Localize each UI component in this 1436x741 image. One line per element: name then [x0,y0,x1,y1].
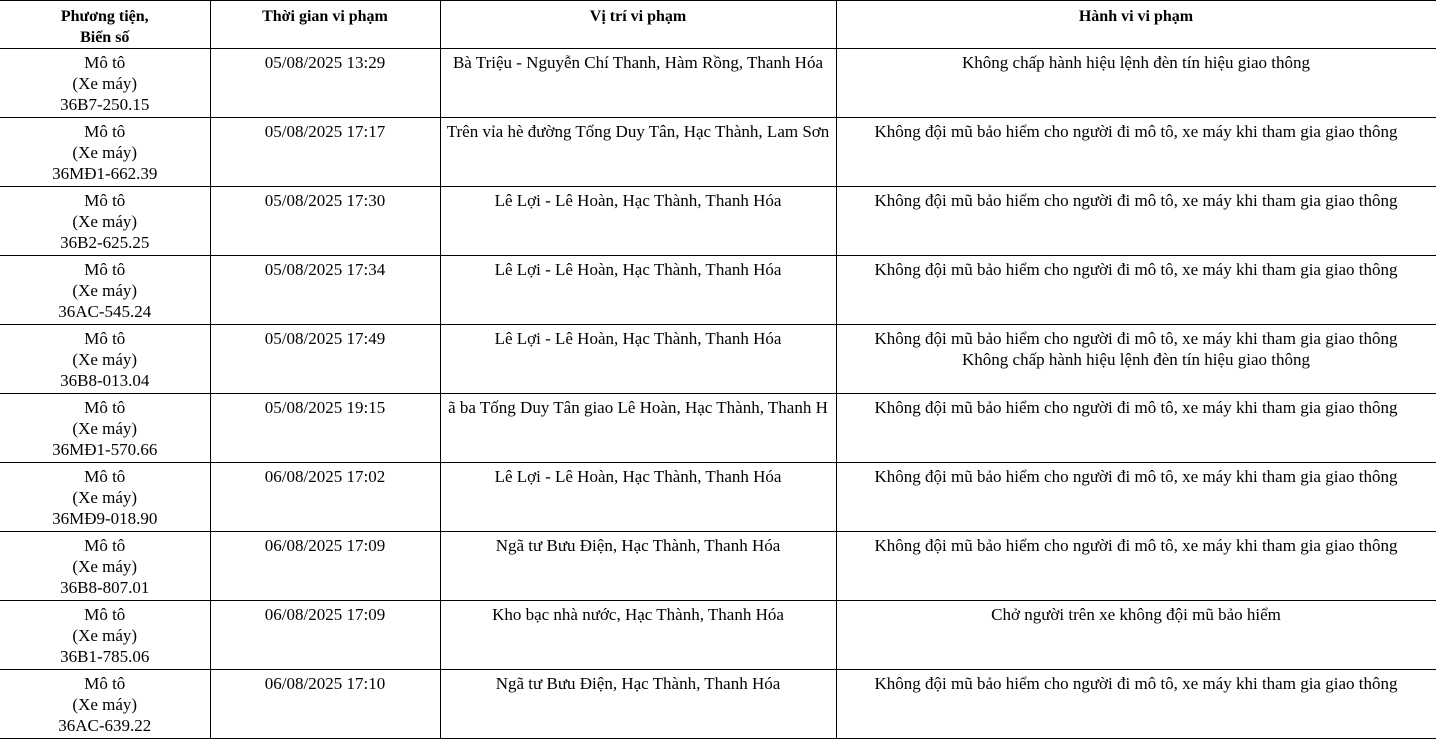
vehicle-type: Mô tô [84,605,126,624]
location-cell [440,670,836,739]
location-cell [440,49,836,118]
location-text: Lê Lợi - Lê Hoàn, Hạc Thành, Thanh Hóa [494,191,782,210]
license-plate: 36B8-013.04 [60,371,150,390]
license-plate: 36MĐ1-570.66 [52,440,158,459]
violation-cell [836,394,1436,463]
violation-cell [836,118,1436,187]
vehicle-type: Mô tô [84,53,126,72]
table-row [0,49,1436,118]
vehicle-subtype: (Xe máy) [72,212,138,231]
vehicle-type: Mô tô [84,536,126,555]
violation-cell [836,256,1436,325]
table-header-row [0,1,1436,49]
license-plate: 36B1-785.06 [60,647,150,666]
time-cell: 05/08/2025 17:34 [210,256,440,325]
violation-text-2: Không chấp hành hiệu lệnh đèn tín hiệu giao thông [962,350,1310,369]
table-row [0,256,1436,325]
time-cell: 05/08/2025 13:29 [210,49,440,118]
location-cell [440,118,836,187]
location-text: Trên vỉa hè đường Tống Duy Tân, Hạc Thành, Lam Sơn [446,122,830,141]
header-violation: Hành vi vi phạm [836,1,1436,49]
vehicle-cell [0,187,210,256]
vehicle-cell [0,532,210,601]
location-cell [440,256,836,325]
violation-text: Không đội mũ bảo hiểm cho người đi mô tô, xe máy khi tham gia giao thông [874,191,1398,210]
violation-cell [836,601,1436,670]
vehicle-cell [0,256,210,325]
vehicle-type: Mô tô [84,467,126,486]
violation-cell [836,325,1436,394]
table-row [0,463,1436,532]
license-plate: 36B7-250.15 [60,95,150,114]
vehicle-subtype: (Xe máy) [72,74,138,93]
location-text: Kho bạc nhà nước, Hạc Thành, Thanh Hóa [492,605,784,624]
time-cell: 05/08/2025 17:30 [210,187,440,256]
location-text: Lê Lợi - Lê Hoàn, Hạc Thành, Thanh Hóa [494,467,782,486]
table-row [0,118,1436,187]
header-vehicle-line1: Phương tiện, [60,8,149,25]
vehicle-cell [0,325,210,394]
violation-cell [836,532,1436,601]
vehicle-type: Mô tô [84,260,126,279]
location-cell [440,187,836,256]
violation-text: Không chấp hành hiệu lệnh đèn tín hiệu giao thông [962,53,1310,72]
time-cell: 05/08/2025 17:17 [210,118,440,187]
violation-text: Không đội mũ bảo hiểm cho người đi mô tô, xe máy khi tham gia giao thông [874,398,1398,417]
location-text: Lê Lợi - Lê Hoàn, Hạc Thành, Thanh Hóa [494,260,782,279]
license-plate: 36B2-625.25 [60,233,150,252]
location-cell [440,463,836,532]
vehicle-subtype: (Xe máy) [72,557,138,576]
time-cell: 06/08/2025 17:09 [210,532,440,601]
time-cell: 05/08/2025 19:15 [210,394,440,463]
vehicle-cell [0,670,210,739]
vehicle-type: Mô tô [84,674,126,693]
violation-text: Không đội mũ bảo hiểm cho người đi mô tô, xe máy khi tham gia giao thông [874,329,1398,348]
violation-text: Không đội mũ bảo hiểm cho người đi mô tô, xe máy khi tham gia giao thông [874,260,1398,279]
violation-text: Chở người trên xe không đội mũ bảo hiểm [991,605,1281,624]
vehicle-cell [0,601,210,670]
violation-text: Không đội mũ bảo hiểm cho người đi mô tô, xe máy khi tham gia giao thông [874,674,1398,693]
vehicle-type: Mô tô [84,398,126,417]
license-plate: 36MĐ9-018.90 [52,509,158,528]
table-row [0,394,1436,463]
violation-text: Không đội mũ bảo hiểm cho người đi mô tô, xe máy khi tham gia giao thông [874,467,1398,486]
vehicle-subtype: (Xe máy) [72,143,138,162]
license-plate: 36AC-545.24 [58,302,152,321]
header-time: Thời gian vi phạm [210,1,440,49]
time-cell: 06/08/2025 17:02 [210,463,440,532]
location-text: Lê Lợi - Lê Hoàn, Hạc Thành, Thanh Hóa [494,329,782,348]
vehicle-subtype: (Xe máy) [72,281,138,300]
vehicle-type: Mô tô [84,329,126,348]
location-text: Bà Triệu - Nguyễn Chí Thanh, Hàm Rồng, Thanh Hóa [452,53,824,72]
violation-cell [836,670,1436,739]
license-plate: 36MĐ1-662.39 [52,164,158,183]
violation-text: Không đội mũ bảo hiểm cho người đi mô tô, xe máy khi tham gia giao thông [874,536,1398,555]
table-row [0,670,1436,739]
location-text: ã ba Tống Duy Tân giao Lê Hoàn, Hạc Thành, Thanh H [448,398,828,417]
location-text: Ngã tư Bưu Điện, Hạc Thành, Thanh Hóa [495,536,781,555]
time-cell: 05/08/2025 17:49 [210,325,440,394]
table-row [0,187,1436,256]
vehicle-subtype: (Xe máy) [72,350,138,369]
vehicle-cell [0,49,210,118]
header-vehicle [0,1,210,49]
violation-cell [836,187,1436,256]
table-row [0,532,1436,601]
location-cell [440,394,836,463]
vehicle-type: Mô tô [84,122,126,141]
table-row [0,325,1436,394]
time-cell: 06/08/2025 17:09 [210,601,440,670]
violation-text: Không đội mũ bảo hiểm cho người đi mô tô, xe máy khi tham gia giao thông [874,122,1398,141]
location-cell [440,325,836,394]
vehicle-cell [0,118,210,187]
license-plate: 36AC-639.22 [58,716,152,735]
license-plate: 36B8-807.01 [60,578,150,597]
vehicle-subtype: (Xe máy) [72,488,138,507]
location-cell [440,601,836,670]
vehicle-subtype: (Xe máy) [72,419,138,438]
location-text: Ngã tư Bưu Điện, Hạc Thành, Thanh Hóa [495,674,781,693]
vehicle-type: Mô tô [84,191,126,210]
violation-cell [836,463,1436,532]
time-cell: 06/08/2025 17:10 [210,670,440,739]
violation-cell [836,49,1436,118]
header-vehicle-line2: Biển số [80,29,130,46]
vehicle-cell [0,394,210,463]
vehicle-subtype: (Xe máy) [72,626,138,645]
vehicle-cell [0,463,210,532]
vehicle-subtype: (Xe máy) [72,695,138,714]
location-cell [440,532,836,601]
table-row [0,601,1436,670]
header-location: Vị trí vi phạm [440,1,836,49]
